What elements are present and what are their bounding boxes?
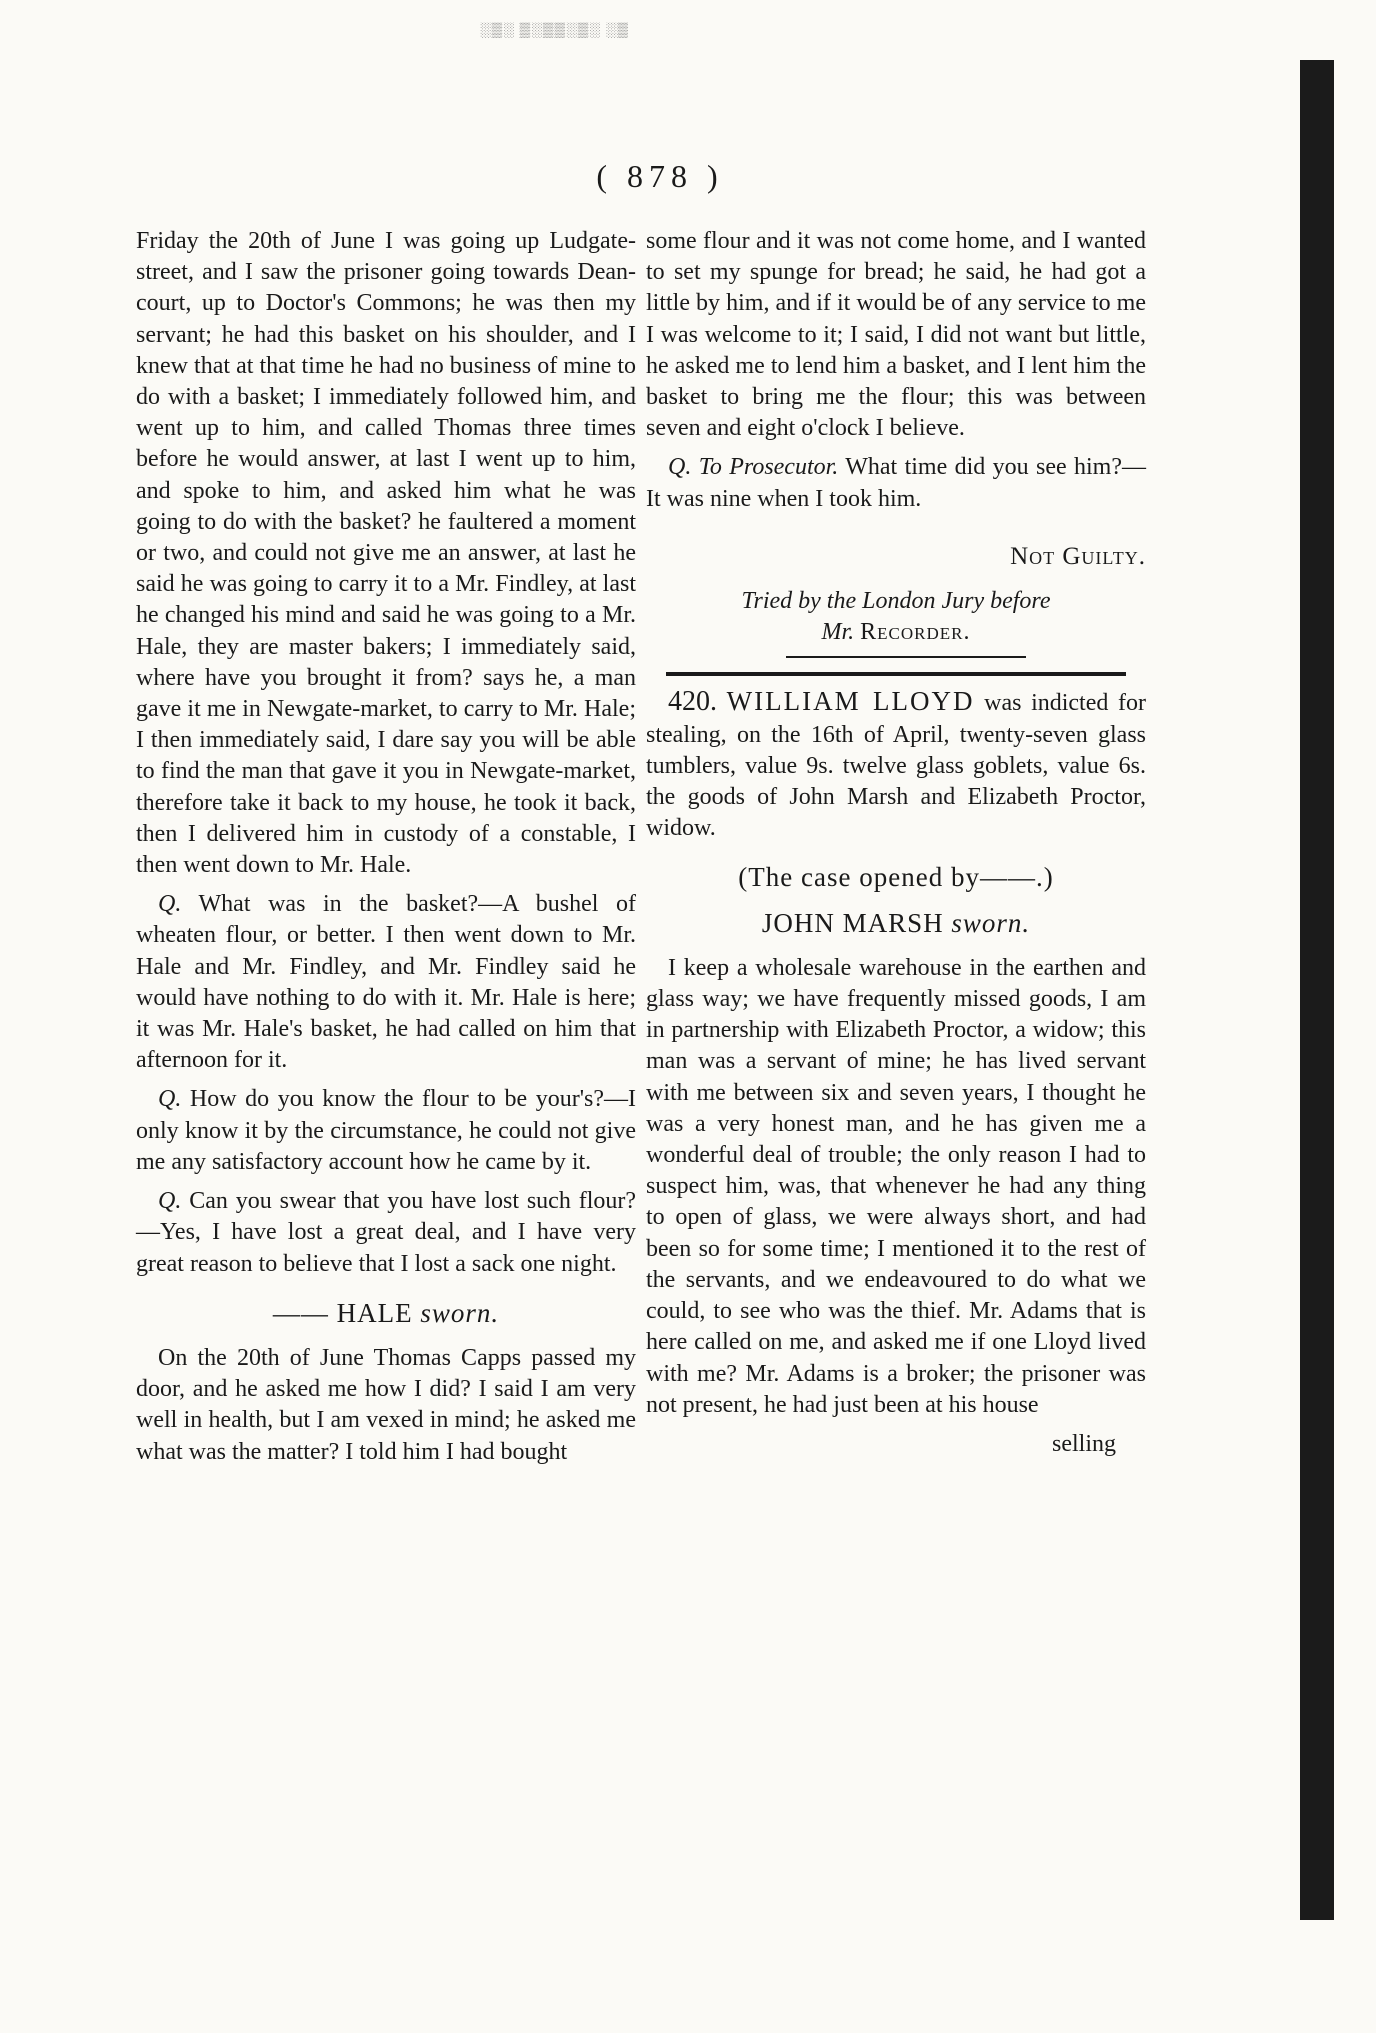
judge-title: Recorder. [860, 619, 971, 646]
question-label: Q. To Prosecutor. [668, 454, 839, 481]
question-text: Can you swear that you have lost such flour?—Yes, I have lost a great deal, and I have very great reason to believe that I lost a sack one night. [136, 1188, 637, 1277]
witness-name: JOHN MARSH [761, 907, 944, 938]
case-text: was indicted for stealing, on the 16th of April, twenty-seven glass tumblers, value 9s. twelve glass goblets, value 6s. the goods of John Marsh and Elizabeth Proctor, widow. [646, 690, 1146, 842]
question-text: How do you know the flour to be your's?—I only know it by the circumstance, he could not give me any satisfactory account how he came by it. [136, 1086, 636, 1175]
header-smudge: ░▒░ ▒░▒▒░▒░ ░▒ [480, 22, 630, 38]
judge-prefix: Mr. [821, 619, 855, 646]
tried-line: Tried by the London Jury before [741, 588, 1051, 615]
verdict: Not Guilty. [1010, 542, 1146, 570]
catchword: selling [1052, 1430, 1116, 1457]
page-edge-shadow [1300, 60, 1334, 1920]
testimony-paragraph: I keep a wholesale warehouse in the earthen and glass way; we have frequently missed goods, I am in partnership with Elizabeth Proctor, a widow; this man was a servant of mine; he has lived servant with me between six and seven years, I thought he was a very honest man, and he has given me a wonderful deal of trouble; the only reason I had to suspect him, was, that whenever he had any thing to open of glass, we were always short, and had been so for some time; I mentioned it to the rest of the servants, and we endeavoured to do what we could, to see who was the thief. Mr. Adams that is here called on me, and asked me if one Lloyd lived with me? Mr. Adams is a broker; the prisoner was not present, he had just been at his house [646, 954, 1146, 1418]
question-paragraph [136, 889, 636, 1076]
defendant-name: WILLIAM LLOYD [726, 686, 975, 717]
question-label: Q. [158, 1086, 182, 1113]
question-label: Q. [158, 1188, 182, 1215]
sworn-label: sworn. [420, 1297, 500, 1328]
question-paragraph [646, 452, 1146, 514]
testimony-paragraph: some flour and it was not come home, and I wanted to set my spunge for bread; he said, he had got a little by him, and if it would be of any service to me I was welcome to it; I said, I did not want but little, he asked me to lend him a basket, and I lent him the basket to bring me the flour; this was between seven and eight o'clock I believe. [646, 228, 1146, 442]
case-number: 420. [668, 686, 717, 718]
witness-name: —— HALE [272, 1297, 413, 1328]
question-paragraph [136, 1084, 636, 1178]
question-label: Q. [158, 891, 182, 918]
left-column [136, 226, 636, 1476]
section-rule [666, 672, 1126, 676]
question-text: What time did you see him?— It was nine when I took him. [646, 454, 1146, 512]
sworn-label: sworn. [951, 907, 1031, 938]
question-text: What was in the basket?—A bushel of wheaten flour, or better. I then went down to Mr. Hale and Mr. Findley, and Mr. Findley said he would have nothing to do with it. Mr. Hale is here; it was Mr. Hale's basket, he had called on him that afternoon for it. [136, 891, 636, 1074]
page-number: ( 878 ) [596, 158, 724, 194]
case-opened: (The case opened by——.) [738, 862, 1054, 893]
witness-heading [646, 908, 1146, 939]
right-column [646, 226, 1146, 1468]
question-paragraph [136, 1186, 636, 1280]
testimony-paragraph: On the 20th of June Thomas Capps passed my door, and he asked me how I did? I said I am very well in health, but I am vexed in mind; he asked me what was the matter? I told him I had bought [136, 1344, 636, 1465]
short-rule [786, 656, 1026, 658]
tried-line-judge [646, 617, 1146, 648]
case-paragraph [646, 686, 1146, 844]
testimony-paragraph: Friday the 20th of June I was going up Ludgate-street, and I saw the prisoner going towards Dean-court, up to Doctor's Commons; he was then my servant; he had this basket on his shoulder, and I knew that at that time he had no business of mine to do with a basket; I immediately followed him, and went up to him, and called Thomas three times before he would answer, at last I went up to him, and spoke to him, and asked him what he was going to do with the basket? he faultered a moment or two, and could not give me an answer, at last he said he was going to carry it to a Mr. Findley, at last he changed his mind and said he was going to a Mr. Hale, they are master bakers; I immediately said, where have you brought it from? says he, a man gave it me in Newgate-market, to carry to Mr. Hale; I then immediately said, I dare say you will be able to find the man that gave it you in Newgate-market, therefore take it back to my house, he took it back, then I delivered him in custody of a constable, I then went down to Mr. Hale. [136, 228, 636, 879]
witness-heading [136, 1298, 636, 1329]
